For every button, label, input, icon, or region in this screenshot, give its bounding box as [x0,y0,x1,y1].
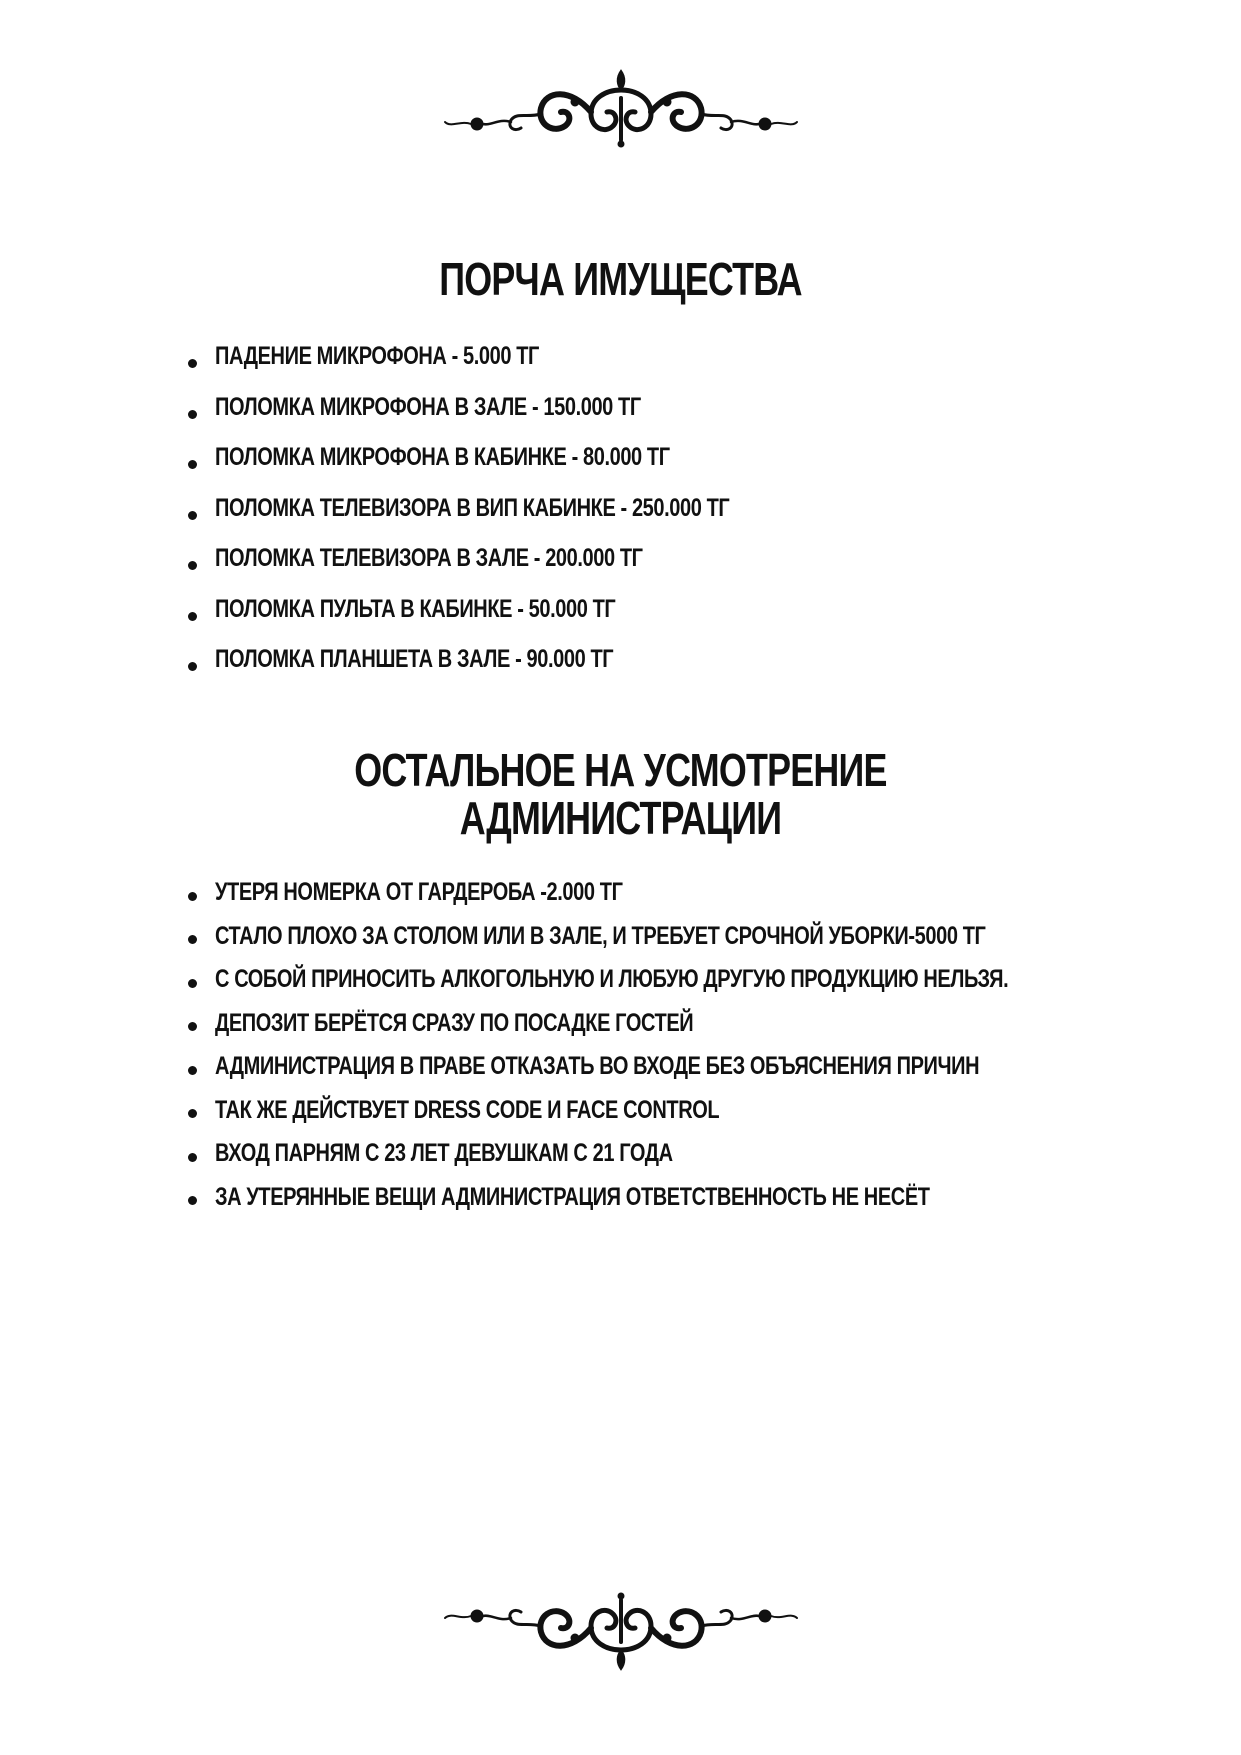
section-title-property-damage: ПОРЧА ИМУЩЕСТВА [439,253,802,305]
list-item: ПОЛОМКА ПЛАНШЕТА В ЗАЛЕ - 90.000 ТГ [188,641,858,692]
list-item: ПАДЕНИЕ МИКРОФОНА - 5.000 ТГ [188,338,858,389]
section-title-line-2: АДМИНИСТРАЦИИ [459,792,782,844]
property-damage-list [188,338,858,692]
list-item: ПОЛОМКА ПУЛЬТА В КАБИНКЕ - 50.000 ТГ [188,591,858,642]
list-item: УТЕРЯ НОМЕРКА ОТ ГАРДЕРОБА -2.000 ТГ [188,874,1207,918]
list-item: СТАЛО ПЛОХО ЗА СТОЛОМ ИЛИ В ЗАЛЕ, И ТРЕБУЕТ СРОЧНОЙ УБОРКИ-5000 ТГ [188,918,1207,962]
list-item: ЗА УТЕРЯННЫЕ ВЕЩИ АДМИНИСТРАЦИЯ ОТВЕТСТВЕННОСТЬ НЕ НЕСЁТ [188,1179,1207,1223]
list-item: АДМИНИСТРАЦИЯ В ПРАВЕ ОТКАЗАТЬ ВО ВХОДЕ БЕЗ ОБЪЯСНЕНИЯ ПРИЧИН [188,1048,1207,1092]
administration-rules-list [188,874,1207,1222]
list-item: ПОЛОМКА ТЕЛЕВИЗОРА В ВИП КАБИНКЕ - 250.000 ТГ [188,490,858,541]
list-item: ДЕПОЗИТ БЕРЁТСЯ СРАЗУ ПО ПОСАДКЕ ГОСТЕЙ [188,1005,1207,1049]
list-item: ПОЛОМКА МИКРОФОНА В ЗАЛЕ - 150.000 ТГ [188,389,858,440]
list-item: ПОЛОМКА ТЕЛЕВИЗОРА В ЗАЛЕ - 200.000 ТГ [188,540,858,591]
section-title-line-1: ОСТАЛЬНОЕ НА УСМОТРЕНИЕ [354,744,887,796]
section-title-administration [137,746,1105,842]
flourish-ornament-top-icon [441,68,801,148]
list-item: ВХОД ПАРНЯМ С 23 ЛЕТ ДЕВУШКАМ С 21 ГОДА [188,1135,1207,1179]
list-item: ТАК ЖЕ ДЕЙСТВУЕТ DRESS CODE И FACE CONTROL [188,1092,1207,1136]
flourish-ornament-bottom-icon [441,1592,801,1672]
list-item: ПОЛОМКА МИКРОФОНА В КАБИНКЕ - 80.000 ТГ [188,439,858,490]
list-item: С СОБОЙ ПРИНОСИТЬ АЛКОГОЛЬНУЮ И ЛЮБУЮ ДРУГУЮ ПРОДУКЦИЮ НЕЛЬЗЯ. [188,961,1207,1005]
